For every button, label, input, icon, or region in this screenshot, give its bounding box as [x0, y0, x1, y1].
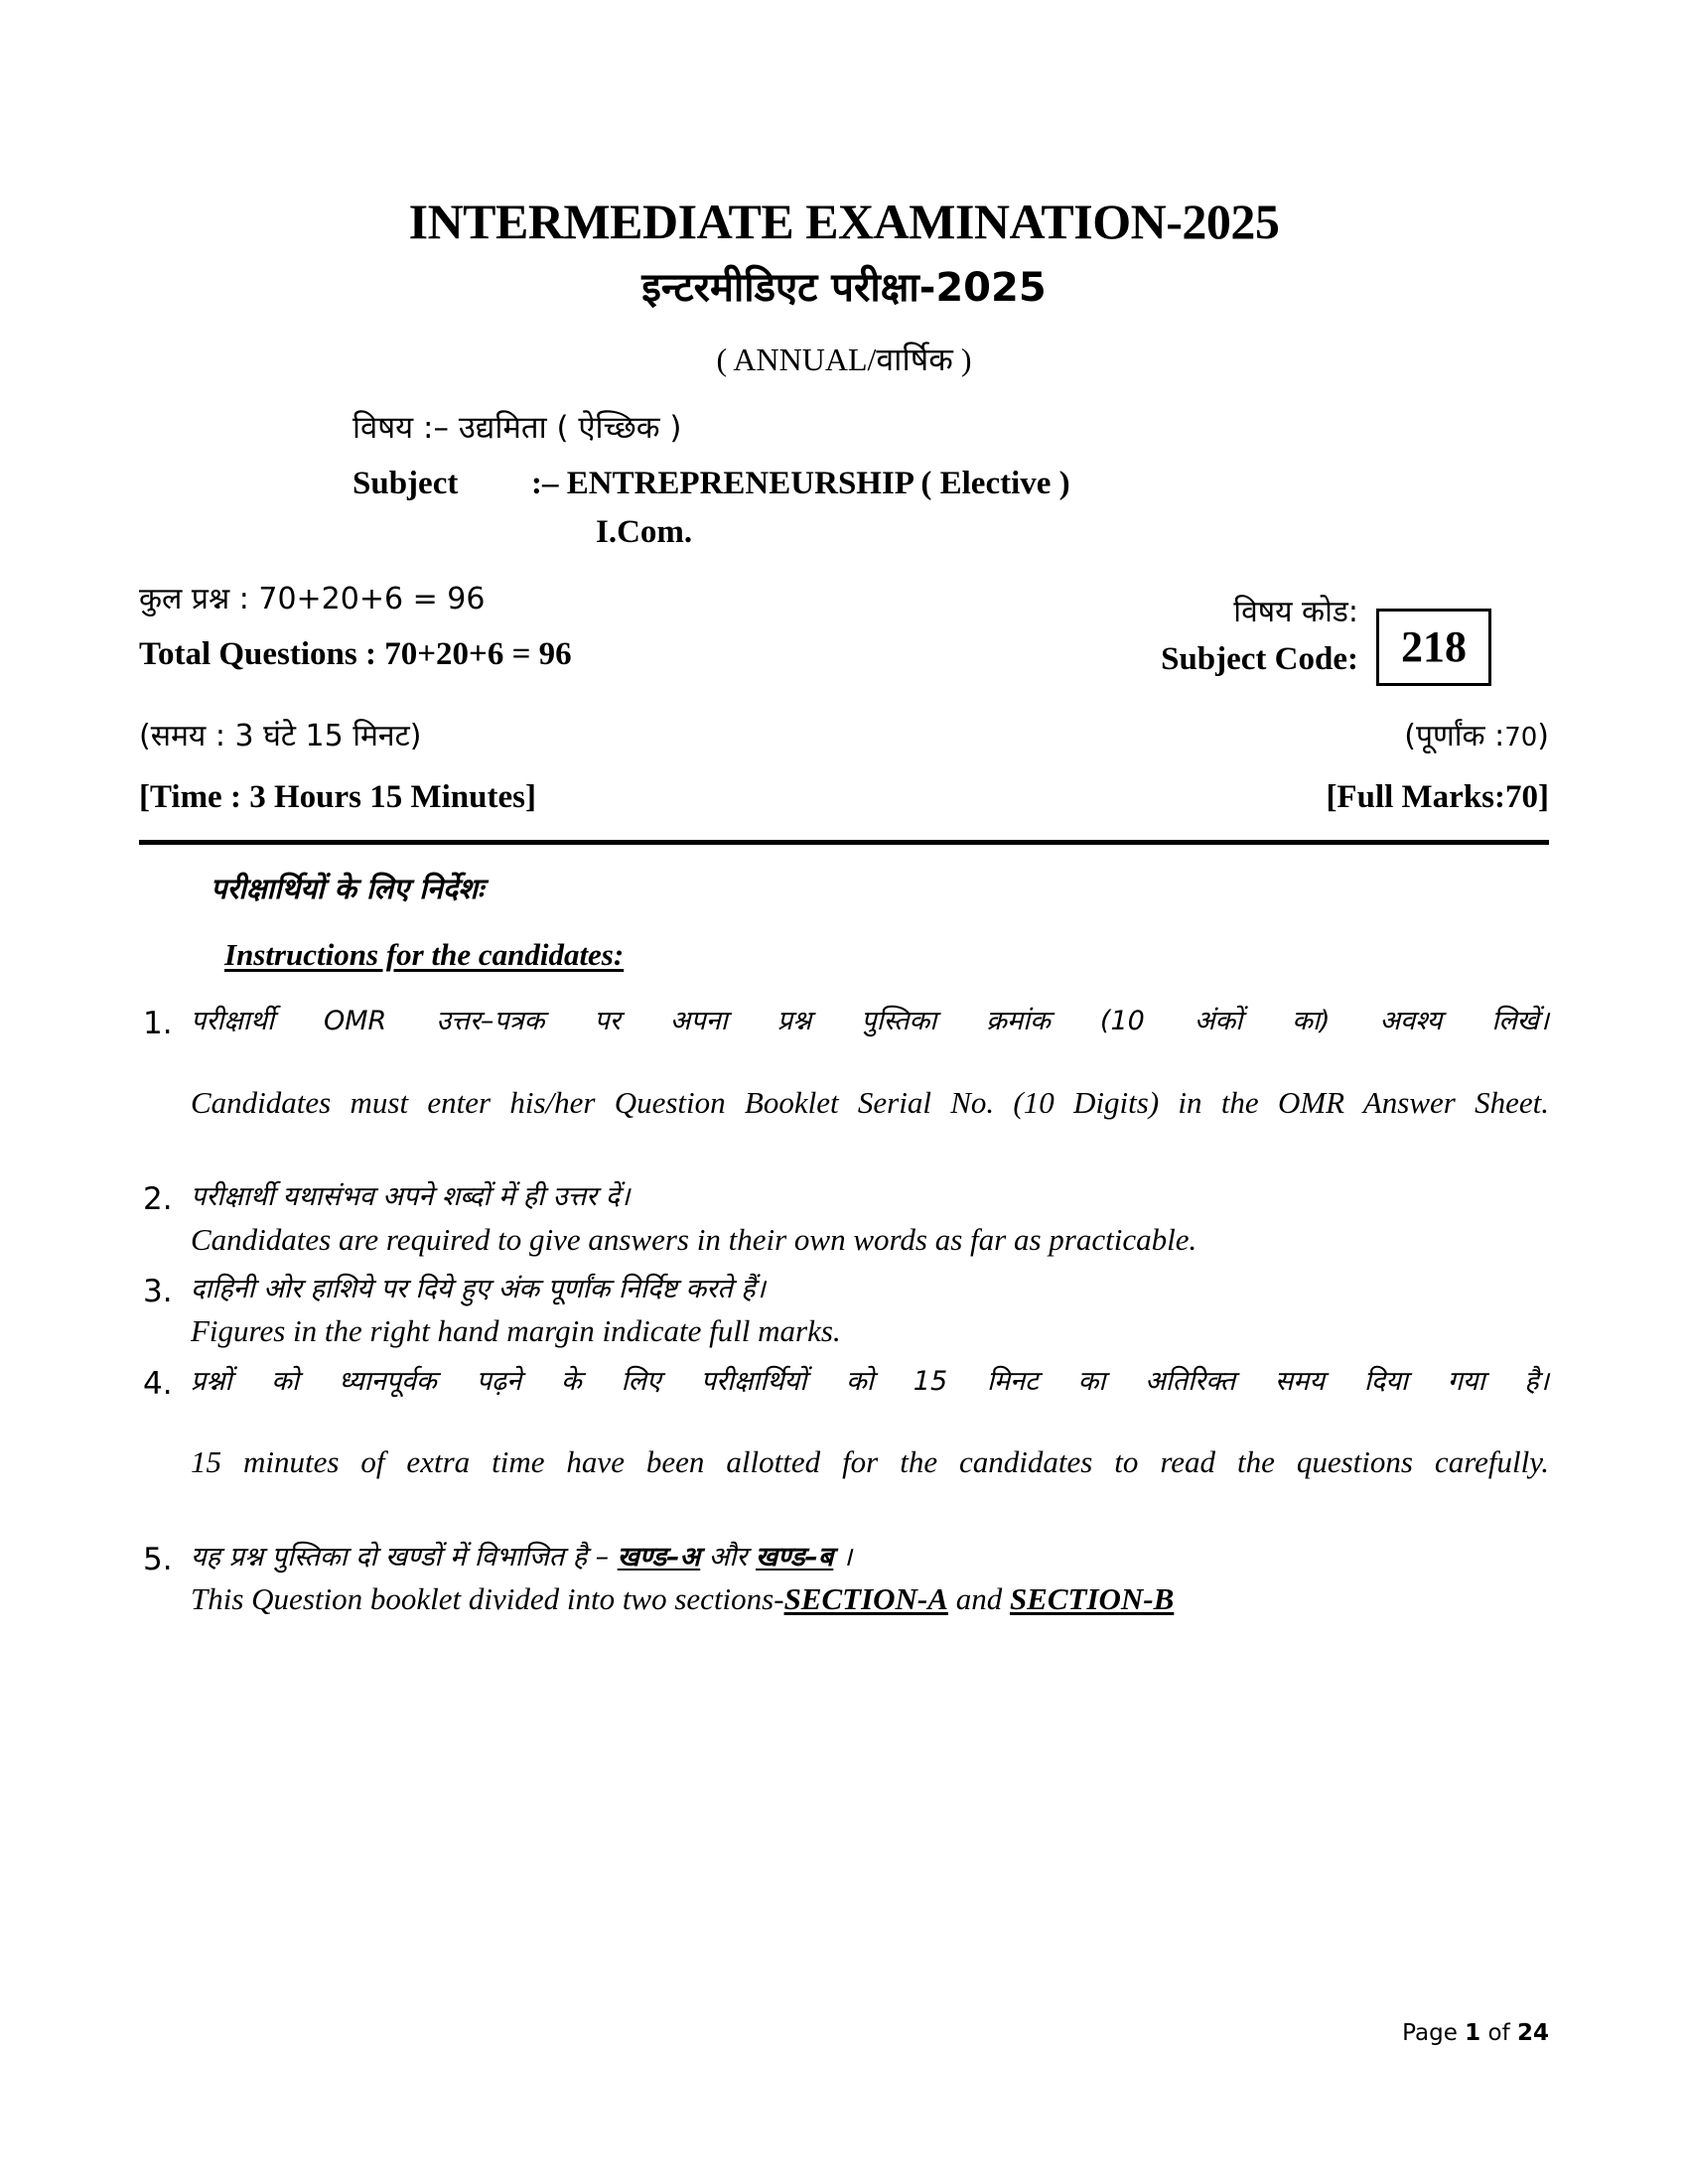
instruction-hindi-prefix: यह प्रश्न पुस्तिका दो खण्डों में विभाजित है – [191, 1541, 618, 1572]
subject-code-labels [1161, 594, 1376, 677]
exam-title-hindi: इन्टरमीडिएट परीक्षा-2025 [641, 265, 1047, 311]
instructions-block [139, 845, 1549, 1630]
subject-code-value: 218 [1401, 622, 1467, 671]
instruction-english: Figures in the right hand margin indicate full marks. [191, 1313, 841, 1349]
full-marks-hindi-open: (पूर्णांक : [1404, 719, 1505, 753]
instruction-text [191, 1362, 1549, 1530]
instruction-item [139, 1362, 1549, 1538]
instruction-number: 2. [143, 1181, 173, 1218]
section-b-label-hindi: खण्ड–ब [756, 1541, 834, 1572]
time-marks-english-row [139, 751, 1549, 814]
instruction-hindi-suffix: । [833, 1541, 853, 1572]
instructions-list [139, 970, 1549, 1630]
instruction-text [191, 1270, 1549, 1354]
page-total: 24 [1516, 2020, 1549, 2046]
full-marks-english: [Full Marks:70] [1326, 779, 1549, 815]
subject-line-hindi: विषय :– उद्यमिता ( ऐच्छिक ) [352, 410, 682, 446]
section-a-label-hindi: खण्ड–अ [617, 1541, 701, 1572]
time-marks-hindi-row [139, 686, 1549, 751]
full-marks-hindi-value: 70 [1504, 723, 1538, 752]
questions-and-code-row [139, 583, 1549, 686]
instruction-english-conjunction: and [947, 1581, 1010, 1617]
exam-type-label: ( ANNUAL/वार्षिक ) [716, 341, 972, 377]
time-hindi: (समय : 3 घंटे 15 मिनट) [139, 719, 422, 753]
instruction-english: Candidates are required to give answers in their own words as far as practicable. [191, 1221, 1197, 1257]
full-marks-hindi [1404, 719, 1549, 753]
instruction-number: 1. [143, 1006, 173, 1041]
subject-label: Subject [352, 466, 459, 501]
section-b-label-english: SECTION-B [1009, 1581, 1175, 1617]
subject-value: :– ENTREPRENEURSHIP ( Elective ) [531, 466, 1070, 501]
instruction-hindi: परीक्षार्थी OMR उत्तर–पत्रक पर अपना प्रश्न पुस्तिका क्रमांक (10 अंकों का) अवश्य लिखें। [191, 1006, 1549, 1036]
instruction-item [139, 1177, 1549, 1270]
instruction-number: 3. [143, 1273, 173, 1309]
subject-line-english [352, 444, 1549, 500]
page-current: 1 [1465, 2020, 1481, 2046]
exam-meta-block [139, 549, 1549, 845]
instruction-item [139, 1270, 1549, 1362]
instruction-hindi: दाहिनी ओर हाशिये पर दिये हुए अंक पूर्णांक निर्दिष्ट करते हैं। [191, 1273, 766, 1304]
page-middle: of [1480, 2020, 1517, 2046]
instruction-hindi [191, 1538, 1549, 1576]
instruction-english: Candidates must enter his/her Question Booklet Serial No. (10 Digits) in the OMR Answer Sheet. [191, 1084, 1549, 1120]
page-prefix: Page [1402, 2020, 1466, 2046]
instruction-text [191, 1538, 1549, 1622]
instruction-english-prefix: This Question booklet divided into two sections- [191, 1581, 784, 1617]
time-english: [Time : 3 Hours 15 Minutes] [139, 779, 536, 815]
subject-code-block [1161, 583, 1549, 686]
section-a-label-english: SECTION-A [783, 1581, 948, 1617]
instruction-english: 15 minutes of extra time have been allotted for the candidates to read the questions carefully. [191, 1444, 1549, 1480]
instruction-number: 4. [143, 1365, 173, 1402]
instruction-item [139, 1002, 1549, 1177]
instruction-text [191, 1002, 1549, 1169]
instruction-hindi-conjunction: और [700, 1541, 757, 1572]
total-questions-english: Total Questions : 70+20+6 = 96 [139, 636, 572, 672]
instructions-heading-english: Instructions for the candidates: [224, 937, 625, 972]
total-questions-block [139, 583, 572, 671]
course-name: I.Com. [596, 514, 693, 550]
total-questions-hindi: कुल प्रश्न : 70+20+6 = 96 [139, 582, 486, 616]
instruction-text [191, 1177, 1549, 1262]
subject-code-box [1376, 609, 1491, 686]
page-number-footer [1402, 2022, 1549, 2045]
exam-title-english: INTERMEDIATE EXAMINATION-2025 [408, 194, 1280, 249]
instructions-heading-hindi: परीक्षार्थियों के लिए निर्देशः [211, 872, 484, 905]
subject-block [139, 375, 1549, 549]
instruction-item [139, 1538, 1549, 1630]
instruction-hindi: प्रश्नों को ध्यानपूर्वक पढ़ने के लिए परीक्षार्थियों को 15 मिनट का अतिरिक्त समय दिया गया है। [191, 1365, 1549, 1397]
instruction-english [191, 1576, 1549, 1621]
subject-code-label-hindi: विषय कोड: [1233, 594, 1358, 629]
full-marks-hindi-close: ) [1537, 719, 1549, 753]
instruction-hindi: परीक्षार्थी यथासंभव अपने शब्दों में ही उत्तर दें। [191, 1181, 631, 1213]
subject-code-label-english: Subject Code: [1161, 640, 1358, 677]
header-divider [139, 840, 1549, 845]
instruction-number: 5. [143, 1541, 173, 1577]
